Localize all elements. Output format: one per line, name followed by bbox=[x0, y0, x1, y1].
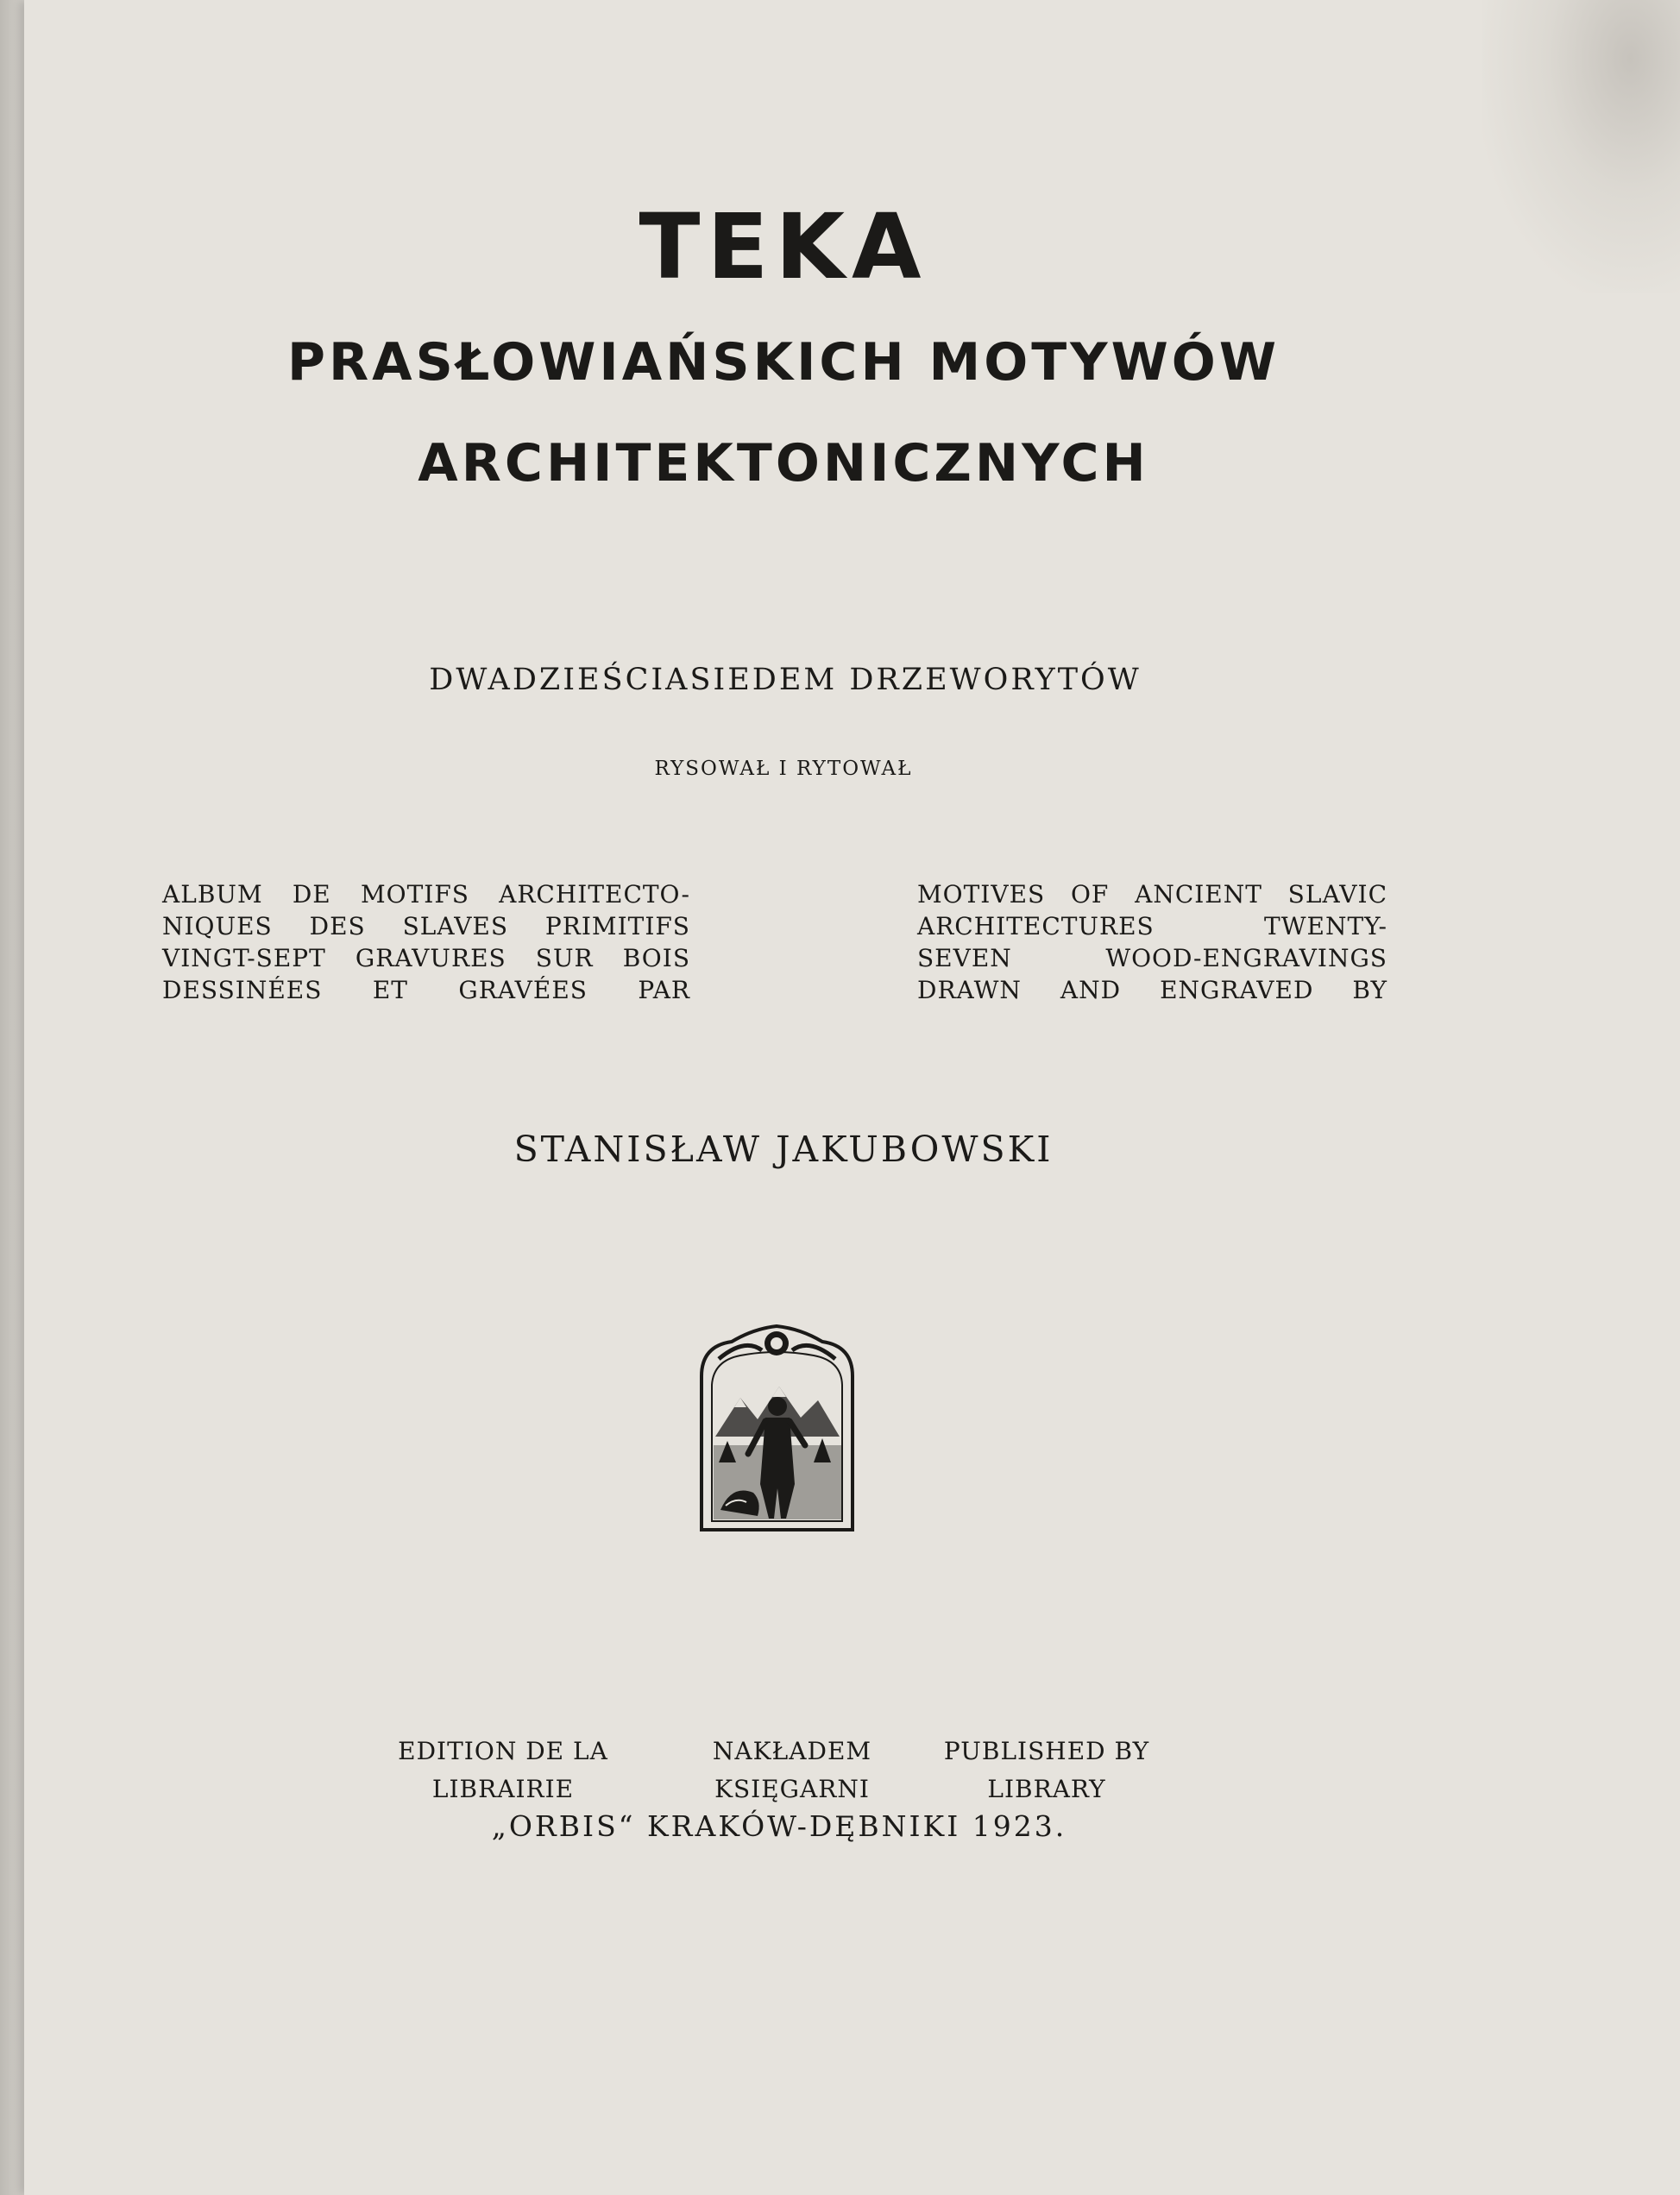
publisher-english bbox=[922, 1733, 1172, 1808]
english-line: MOTIVES OF ANCIENT SLAVIC bbox=[917, 880, 1387, 909]
title-page bbox=[24, 0, 1680, 2195]
french-description bbox=[162, 878, 690, 1006]
english-line: ARCHITECTURES TWENTY- bbox=[917, 912, 1387, 940]
publisher-english-line: LIBRARY bbox=[987, 1775, 1106, 1803]
publisher-french-line: LIBRAIRIE bbox=[431, 1775, 575, 1803]
author-name: STANISŁAW JAKUBOWSKI bbox=[513, 1129, 1054, 1170]
english-description bbox=[917, 878, 1387, 1006]
english-line: DRAWN AND ENGRAVED BY bbox=[917, 976, 1387, 1004]
publisher-polish-line: NAKŁADEM bbox=[712, 1737, 872, 1765]
subtitle-line-1: PRASŁOWIAŃSKICH MOTYWÓW bbox=[287, 332, 1280, 393]
french-line: NIQUES DES SLAVES PRIMITIFS bbox=[162, 912, 690, 940]
woodcuts-line: DWADZIEŚCIASIEDEM DRZEWORYTÓW bbox=[429, 663, 1142, 697]
publisher-french-line: EDITION DE LA bbox=[398, 1737, 608, 1765]
publisher-english-line: PUBLISHED BY bbox=[943, 1737, 1150, 1765]
publisher-polish-line: KSIĘGARNI bbox=[714, 1775, 870, 1803]
french-line: ALBUM DE MOTIFS ARCHITECTO- bbox=[162, 880, 690, 909]
english-line: SEVEN WOOD-ENGRAVINGS bbox=[917, 944, 1387, 972]
publisher-french bbox=[382, 1733, 624, 1808]
drawn-engraved-line: RYSOWAŁ I RYTOWAŁ bbox=[654, 758, 913, 780]
publisher-polish bbox=[689, 1733, 896, 1808]
subtitle-line-2: ARCHITEKTONICZNYCH bbox=[418, 433, 1149, 494]
french-line: DESSINÉES ET GRAVÉES PAR bbox=[162, 976, 690, 1004]
imprint-line: „ORBIS“ KRAKÓW-DĘBNIKI 1923. bbox=[491, 1809, 1067, 1843]
french-line: VINGT-SEPT GRAVURES SUR BOIS bbox=[162, 944, 690, 972]
book-title: TEKA bbox=[639, 194, 928, 299]
publisher-emblem-icon bbox=[693, 1324, 861, 1531]
